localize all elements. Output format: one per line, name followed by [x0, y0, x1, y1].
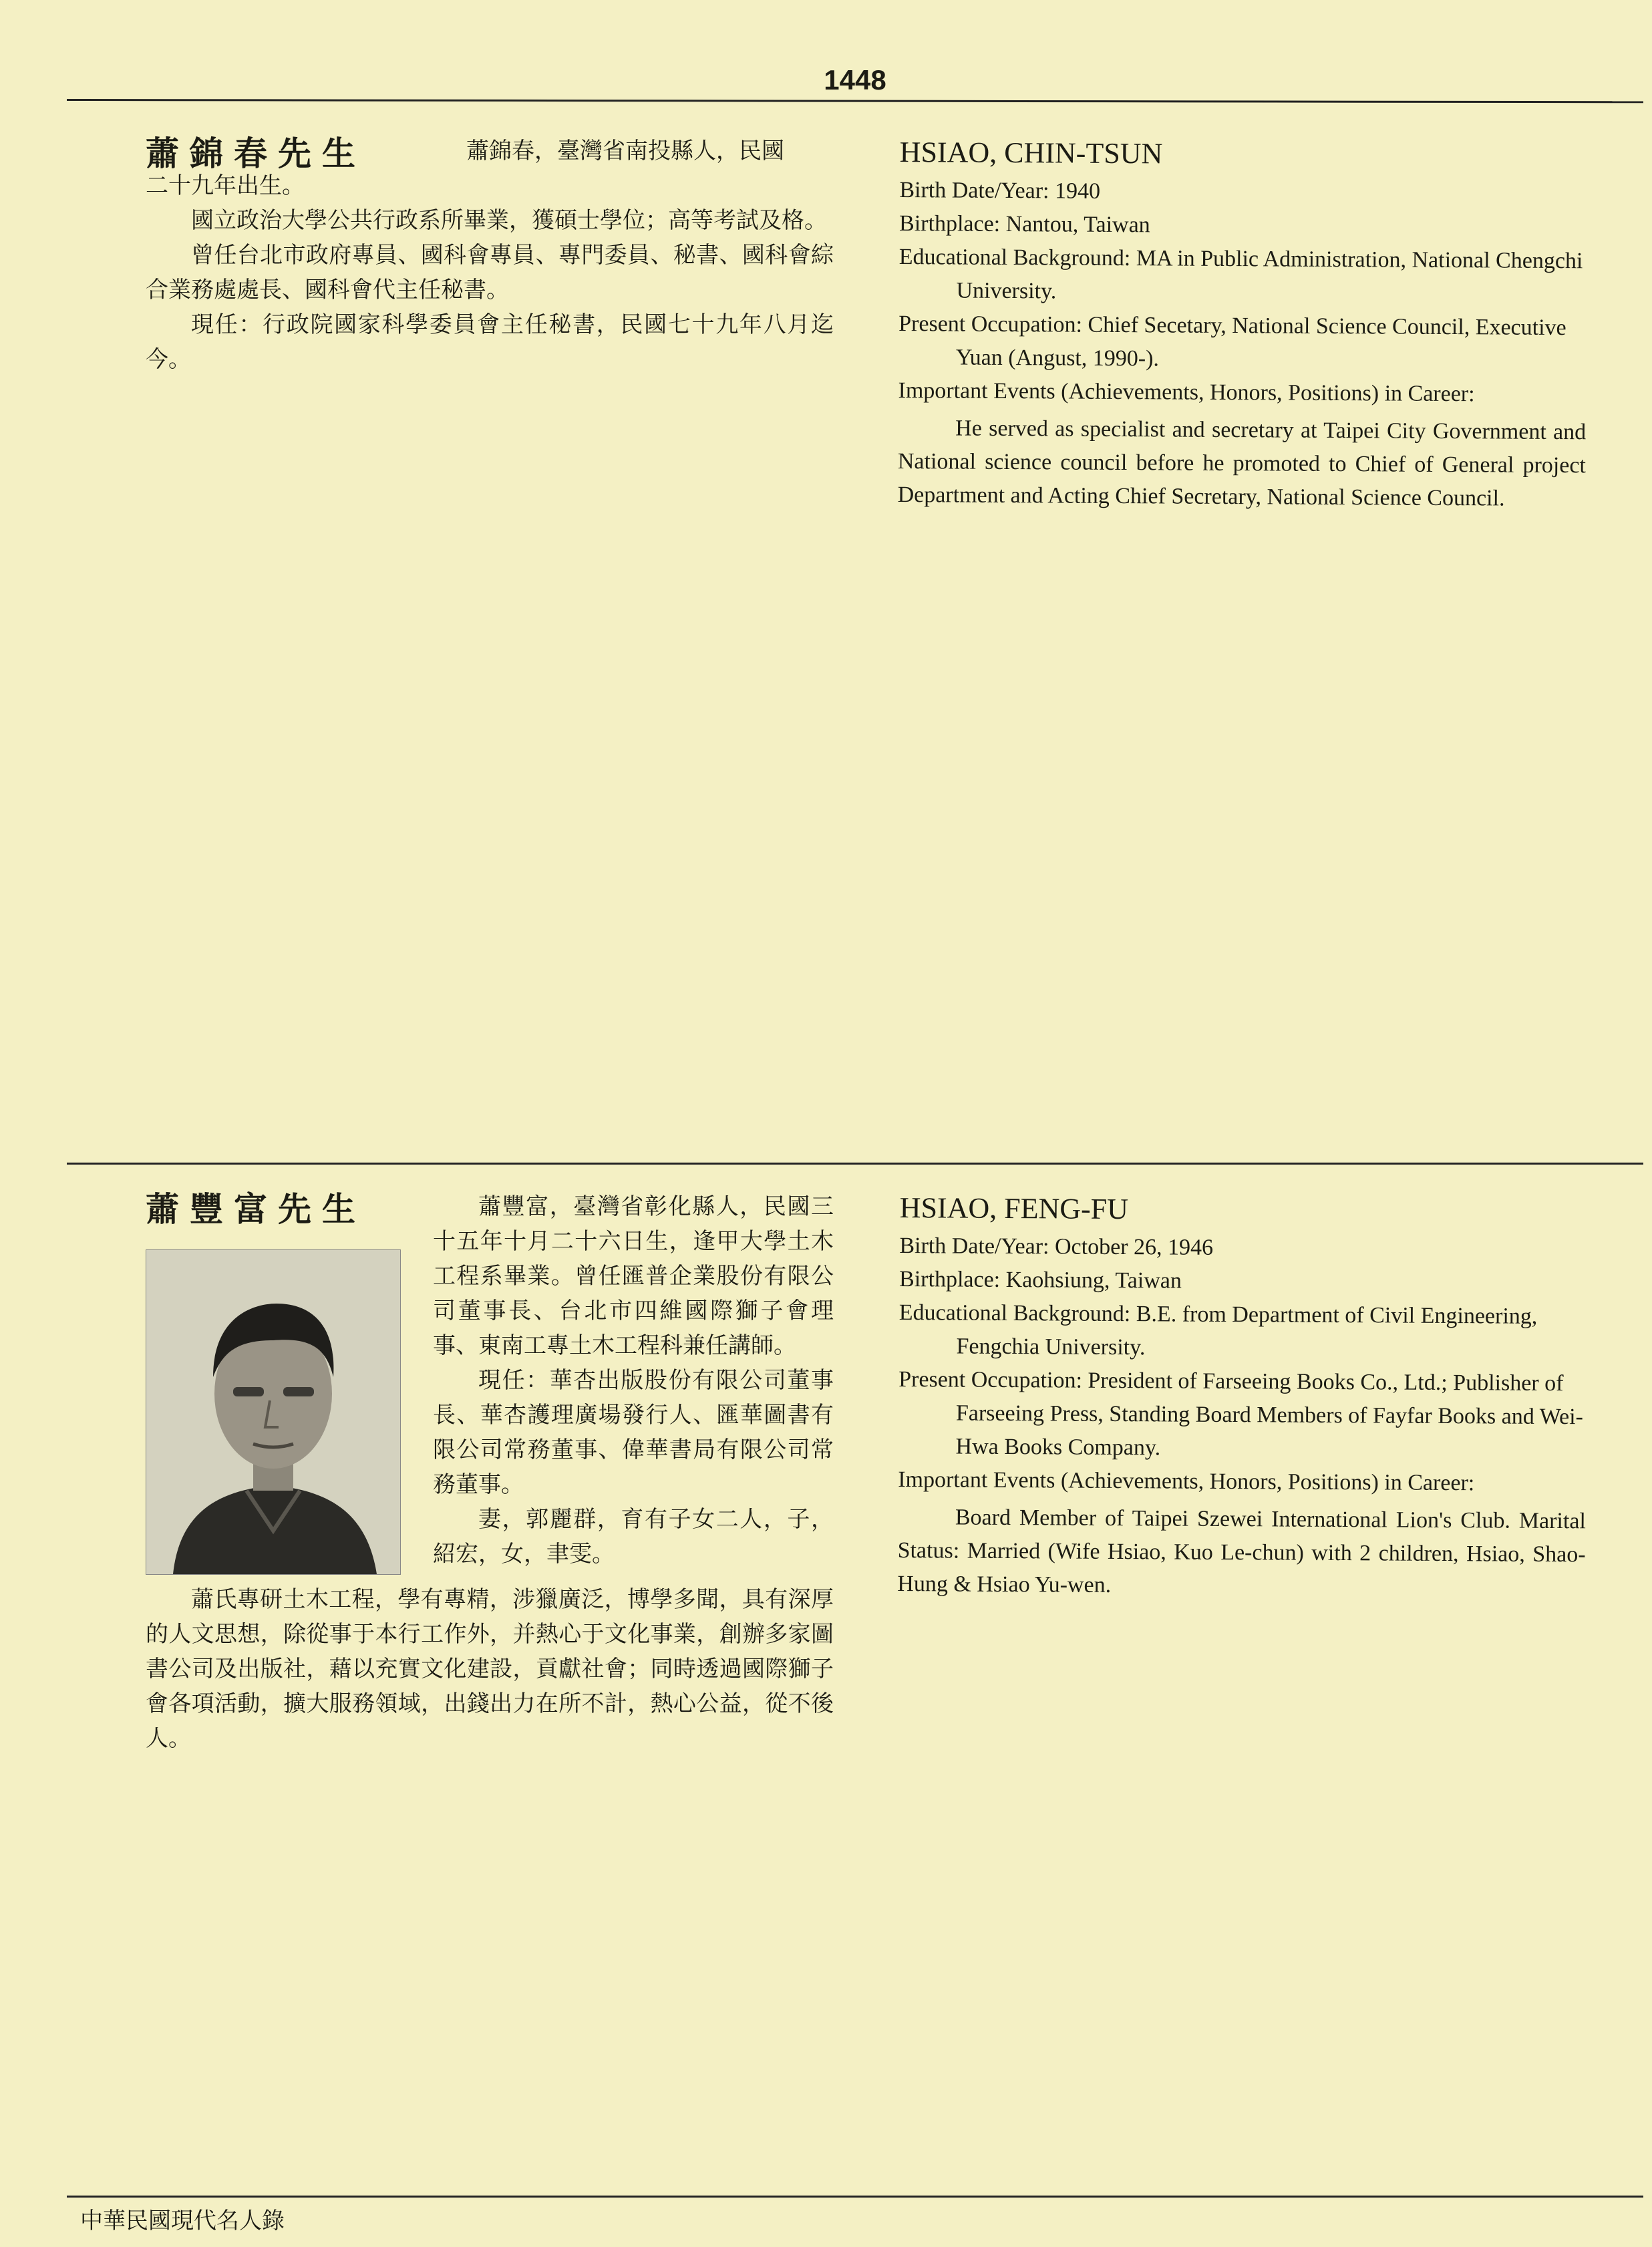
- birthplace-row: Birthplace: Kaohsiung, Taiwan: [899, 1266, 1182, 1294]
- section-divider: [67, 1163, 1643, 1165]
- birth-date-row: Birth Date/Year: 1940: [899, 177, 1101, 204]
- english-body: [897, 174, 1587, 516]
- english-column: [897, 1183, 1588, 1605]
- chinese-paragraph: 二十九年出生。: [146, 172, 305, 199]
- book-title-footer: 中華民國現代名人錄: [80, 2208, 285, 2234]
- career-paragraph: He served as specialist and secretary at Taipei City Government and National science council before he promoted to Chief of General project Department and Acting Chief Secretary, National Science Council.: [897, 416, 1587, 511]
- chinese-paragraph: 蕭氏專研土木工程，學有專精，涉獵廣泛，博學多聞，具有深厚的人文思想，除從事于本行工作外，并熱心于文化事業，創辦多家圖書公司及出版社，藉以充實文化建設，貢獻社會；同時透過國際獅子會各項活動，擴大服務領域，出錢出力在所不計，熱心公益，從不後人。: [146, 1586, 834, 1752]
- chinese-name-heading: 蕭錦春先生: [146, 134, 366, 173]
- events-heading-row: Important Events (Achievements, Honors, Positions) in Career:: [898, 1467, 1475, 1496]
- header-rule: [67, 99, 1643, 103]
- page-number: 1448: [824, 64, 886, 96]
- english-name-heading: HSIAO, FENG-FU: [899, 1191, 1129, 1226]
- chinese-lead-text: [433, 1189, 834, 1571]
- chinese-paragraph: 蕭豐富，臺灣省彰化縣人，民國三十五年十月二十六日生，逢甲大學土木工程系畢業。曾任匯普企業股份有限公司董事長、台北市四維國際獅子會理事、東南工專土木工程科兼任講師。: [433, 1193, 834, 1359]
- chinese-body: [146, 1582, 834, 1756]
- birthplace-row: Birthplace: Nantou, Taiwan: [899, 210, 1150, 238]
- events-heading-row: Important Events (Achievements, Honors, Positions) in Career:: [898, 378, 1475, 407]
- chinese-paragraph: 曾任台北市政府專員、國科會專員、專門委員、秘書、國科會綜合業務處處長、國科會代主任秘書。: [146, 242, 834, 303]
- chinese-name-heading: 蕭豐富先生: [146, 1190, 366, 1229]
- occupation-row: Present Occupation: President of Farseeing Books Co., Ltd.; Publisher of Farseeing Press, Standing Board Members of Fayfar Books and Wei-Hwa Books Company.: [898, 1366, 1584, 1461]
- occupation-row: Present Occupation: Chief Secetary, National Science Council, Executive Yuan (Angust, 1990-).: [898, 311, 1566, 371]
- chinese-body: [146, 168, 834, 377]
- education-row: Educational Background: MA in Public Administration, National Chengchi University.: [898, 244, 1583, 304]
- career-paragraph: Board Member of Taipei Szewei International Lion's Club. Marital Status: Married (Wife Hsiao, Kuo Le-chun) with 2 children, Hsiao, Shao-Hung & Hsiao Yu-wen.: [897, 1505, 1587, 1598]
- education-row: Educational Background: B.E. from Department of Civil Engineering, Fengchia University.: [898, 1300, 1538, 1360]
- portrait-image: [146, 1250, 400, 1574]
- chinese-paragraph: 現任：華杏出版股份有限公司董事長、華杏護理廣場發行人、匯華圖書有限公司常務董事、偉華書局有限公司常務董事。: [433, 1367, 834, 1498]
- english-column: [897, 127, 1587, 516]
- birth-date-row: Birth Date/Year: October 26, 1946: [899, 1233, 1214, 1260]
- footer-rule: [67, 2196, 1643, 2198]
- english-body: [897, 1229, 1587, 1605]
- chinese-paragraph: 現任：行政院國家科學委員會主任秘書，民國七十九年八月迄今。: [146, 311, 834, 373]
- chinese-paragraph: 國立政治大學公共行政系所畢業，獲碩士學位；高等考試及格。: [191, 207, 827, 234]
- chinese-paragraph: 妻，郭麗群，育有子女二人，子，紹宏，女，聿雯。: [433, 1506, 834, 1567]
- chinese-lead-text: 蕭錦春，臺灣省南投縣人，民國: [466, 138, 784, 164]
- portrait-photo: [146, 1249, 401, 1575]
- english-name-heading: HSIAO, CHIN-TSUN: [899, 135, 1163, 170]
